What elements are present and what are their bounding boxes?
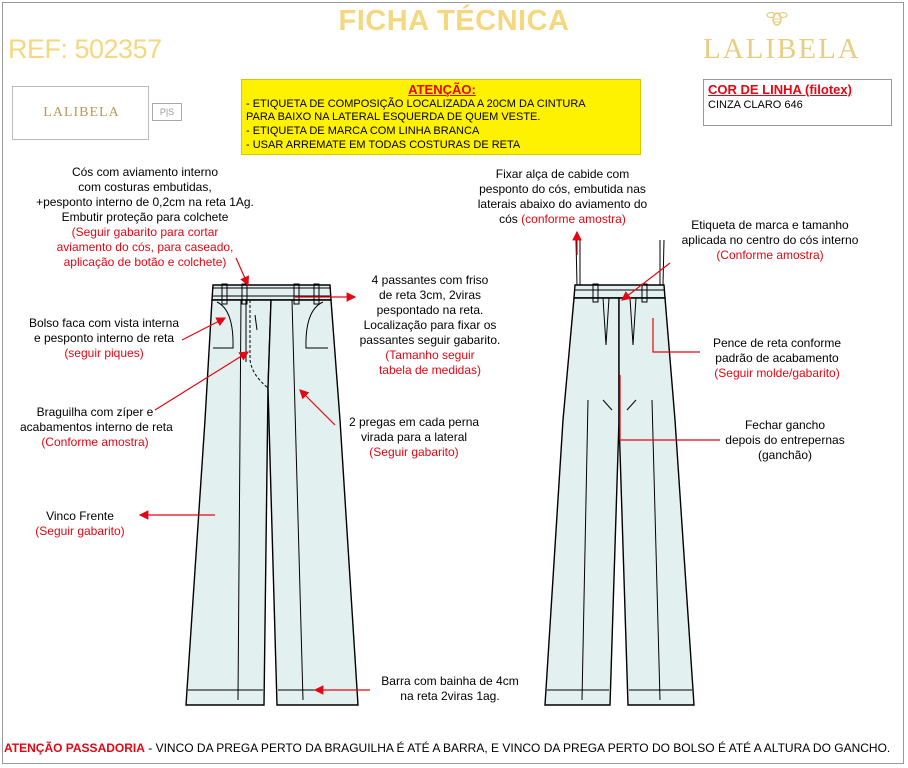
note-text-red: (Seguir gabarito) <box>369 445 459 459</box>
brand-logo: LALIBELA <box>703 33 861 65</box>
note-text: Bolso faca com vista interna <box>28 316 180 330</box>
attention-line: - ETIQUETA DE MARCA COM LINHA BRANCA <box>246 125 480 137</box>
note-text-red: (Seguir molde/gabarito) <box>714 366 840 380</box>
note-pocket <box>14 316 194 361</box>
attention-line: - USAR ARREMATE EM TODAS COSTURAS DE RETA <box>246 139 521 151</box>
note-text: (ganchão) <box>757 448 813 462</box>
thread-title: COR DE LINHA (filotex) <box>708 82 852 97</box>
note-text: passantes seguir gabarito. <box>359 333 501 347</box>
note-text: laterais abaixo do aviamento do <box>477 197 648 211</box>
note-text-red: aviamento do cós, para caseado, <box>56 240 234 254</box>
front-trousers <box>186 285 358 705</box>
note-text: Barra com bainha de 4cm <box>381 674 519 688</box>
note-pleats <box>334 415 494 460</box>
note-text: Localização para fixar os <box>363 318 497 332</box>
note-text: acabamentos interno de reta <box>20 420 173 434</box>
reference-code: REF: 502357 <box>8 34 162 64</box>
note-text: Vinco Frente <box>46 509 114 523</box>
note-text-red: (Seguir gabarito para cortar <box>71 225 219 239</box>
note-text-red: (Seguir gabarito) <box>35 524 125 538</box>
attention-title: ATENÇÃO: <box>408 82 476 97</box>
note-text-red: (Conforme amostra) <box>716 248 824 262</box>
note-brand-label <box>670 218 870 263</box>
note-hanger-loop <box>440 167 685 227</box>
note-text: Fixar alça de cabide com <box>495 167 630 181</box>
note-text-red: (seguir piques) <box>64 346 144 360</box>
note-text: pesponto do cós, embutida nas <box>479 182 646 196</box>
note-text-red: (Conforme amostra) <box>41 435 149 449</box>
note-text: +pesponto interno de 0,2cm na reta 1Ag. <box>36 195 254 209</box>
note-text: e pesponto interno de reta <box>33 331 175 345</box>
note-text: Cós com aviamento interno <box>71 165 219 179</box>
note-text: 2 pregas em cada perna <box>348 415 480 429</box>
note-text: cós <box>499 212 518 226</box>
note-text-red: (Tamanho seguir <box>385 348 475 362</box>
note-text: aplicada no centro do cós interno <box>681 233 859 247</box>
attention-line: - ETIQUETA DE COMPOSIÇÃO LOCALIZADA A 20CM DA CINTURA <box>246 98 586 110</box>
note-text: com costuras embutidas, <box>78 180 212 194</box>
attention-line: PARA BAIXO NA LATERAL ESQUERDA DE QUEM VESTE. <box>246 111 541 123</box>
note-crotch <box>715 418 855 463</box>
note-text: Embutir proteção para colchete <box>61 210 229 224</box>
back-trousers <box>545 285 694 705</box>
note-text-red: (conforme amostra) <box>521 212 626 226</box>
note-text: Fechar gancho <box>744 418 826 432</box>
note-text: na reta 2viras 1ag. <box>400 689 500 703</box>
note-text: depois do entrepernas <box>725 433 845 447</box>
note-text-red: tabela de medidas) <box>378 363 482 377</box>
note-text: Braguilha com zíper e <box>36 405 154 419</box>
pressing-warning-text: - VINCO DA PREGA PERTO DA BRAGUILHA É ATÉ A BARRA, E VINCO DA PREGA PERTO DO BOLSO É ATÉ A ALTURA DO GANCHO. <box>144 741 891 755</box>
note-text: Etiqueta de marca e tamanho <box>691 218 849 232</box>
note-text: 4 passantes com friso <box>371 273 489 287</box>
note-fly <box>20 405 173 450</box>
note-text: padrão de acabamento <box>715 351 839 365</box>
note-hanger-last-line <box>440 212 685 227</box>
size-tag: P|S <box>152 103 182 121</box>
page-title: FICHA TÉCNICA <box>338 5 570 37</box>
note-crease <box>25 509 135 539</box>
pressing-warning-title: ATENÇÃO PASSADORIA <box>4 741 145 755</box>
thread-value: CINZA CLARO 646 <box>708 99 803 111</box>
pressing-warning <box>4 741 890 755</box>
note-text: virada para a lateral <box>360 430 468 444</box>
note-hem <box>370 674 530 704</box>
note-darts <box>697 336 857 381</box>
note-text: de reta 3cm, 2viras <box>378 288 482 302</box>
note-text: Pence de reta conforme <box>712 336 842 350</box>
note-waistband <box>20 165 270 270</box>
label-brand-text: LALIBELA <box>43 105 120 120</box>
note-text-red: aplicação de botão e colchete) <box>63 255 227 269</box>
note-text: pespontado na reta. <box>376 303 484 317</box>
note-belt-loops <box>335 273 525 378</box>
